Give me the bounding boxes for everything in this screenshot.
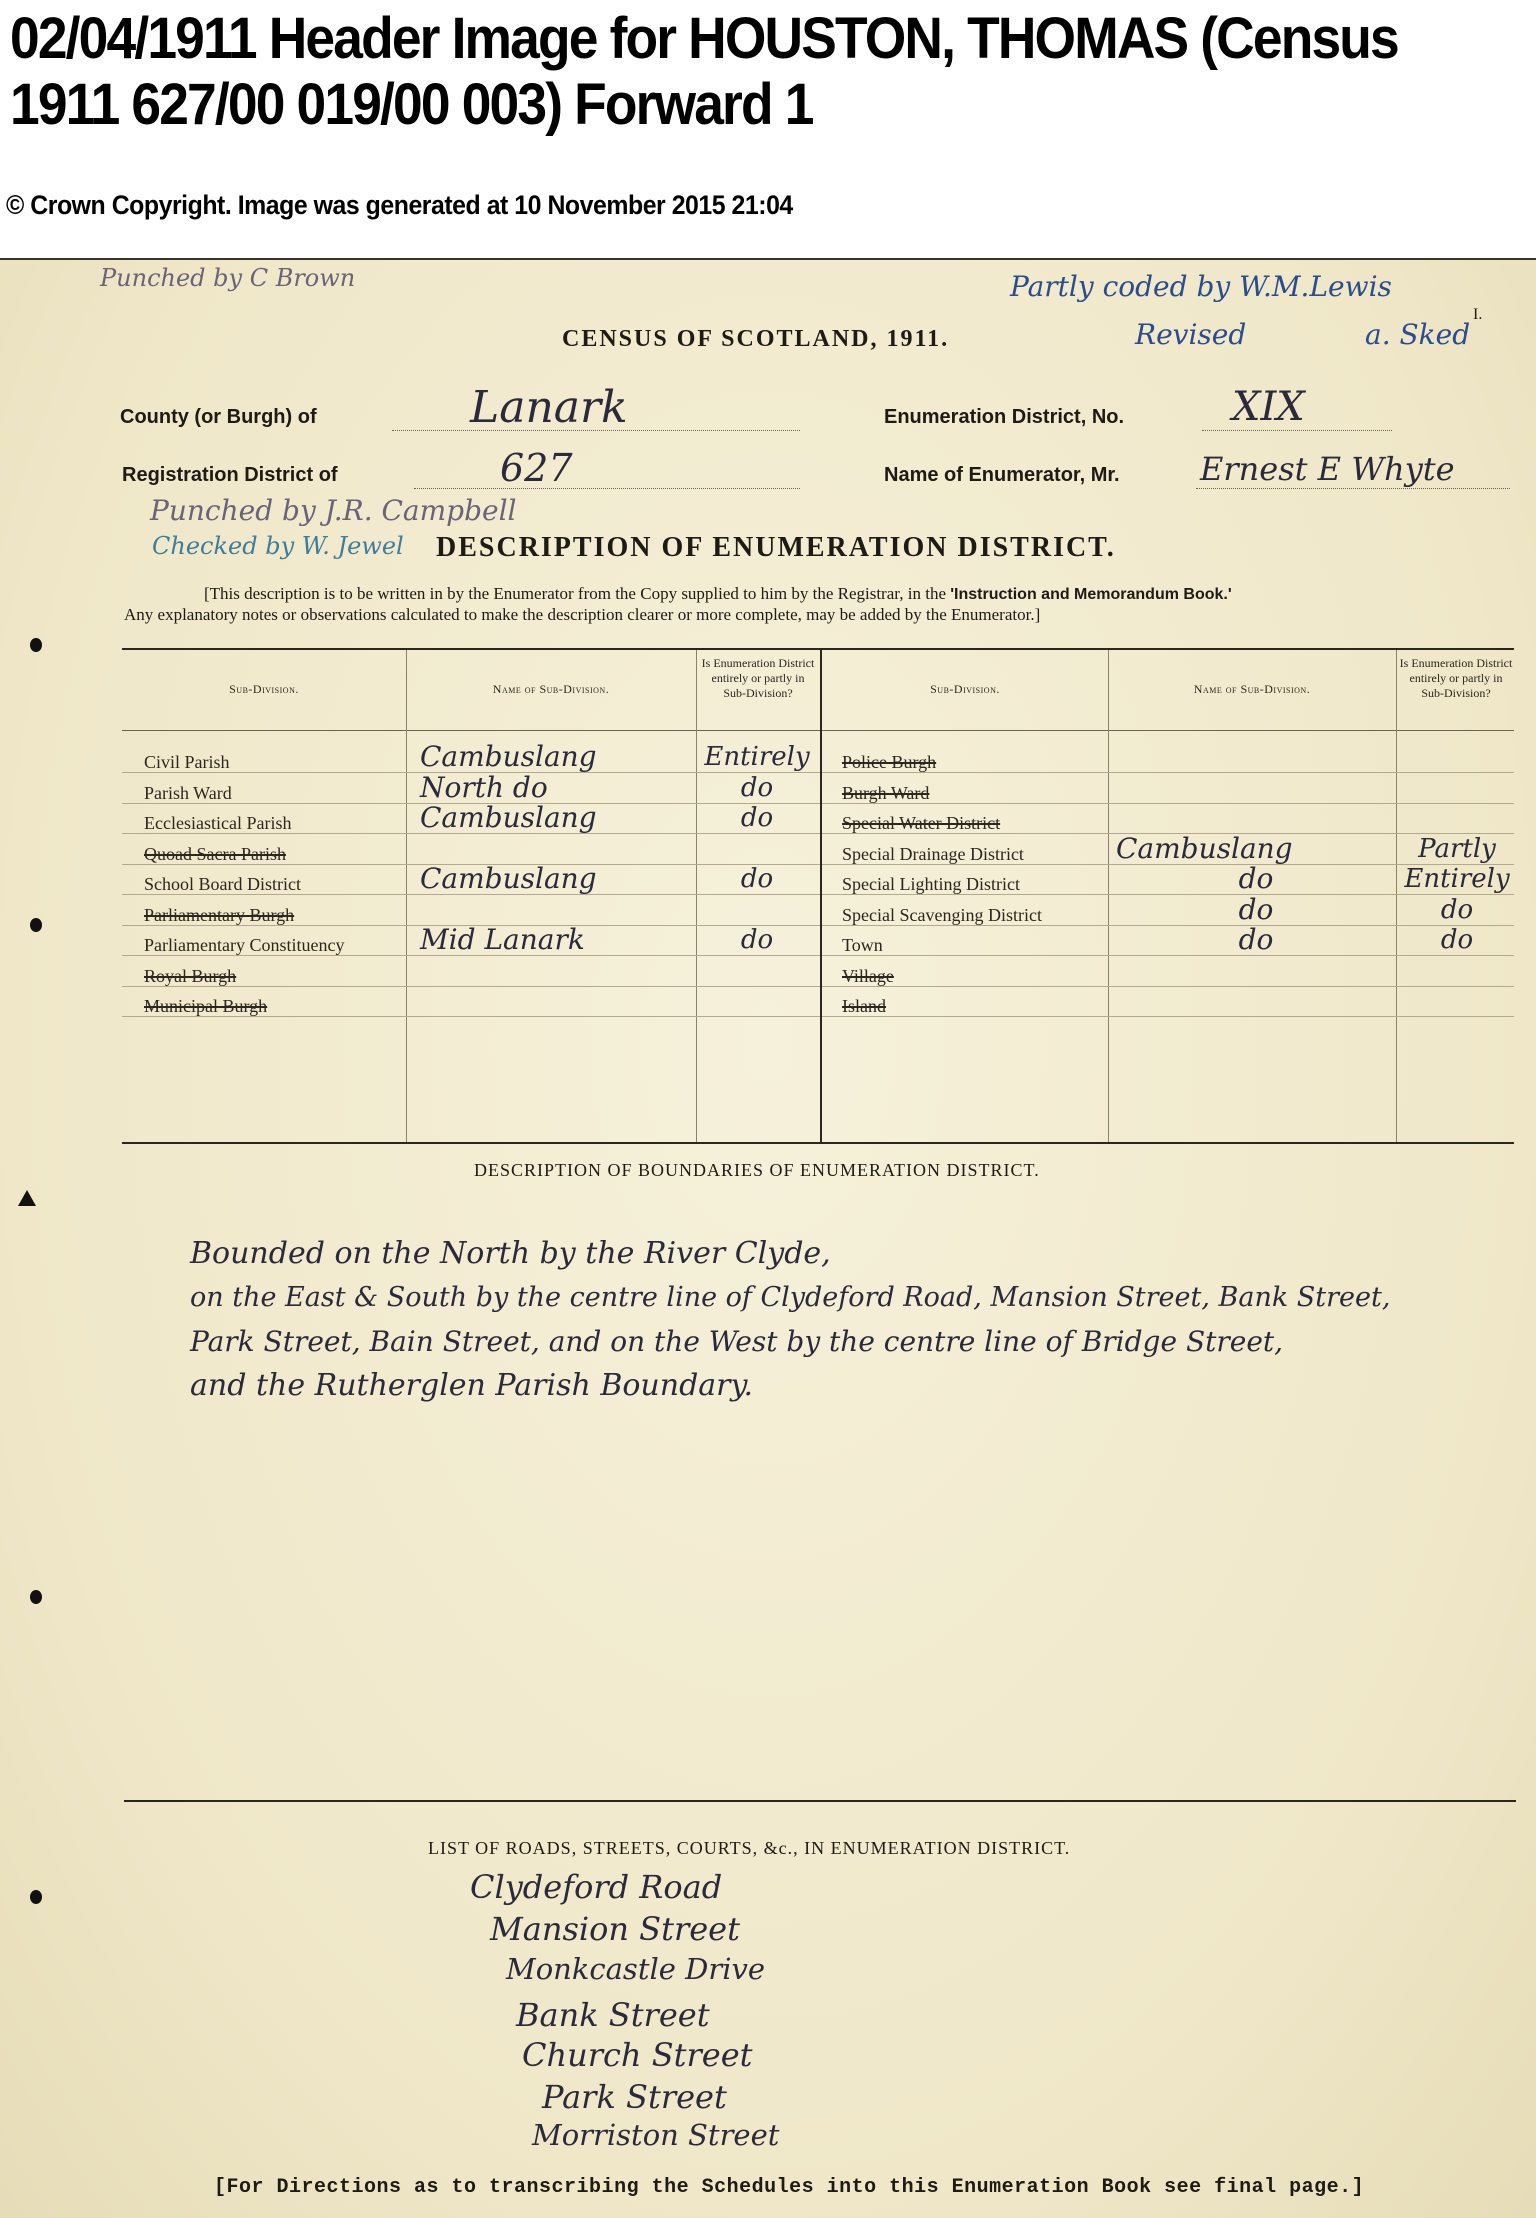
punch-hole bbox=[30, 1590, 42, 1604]
sub-division-name: do bbox=[1238, 862, 1274, 895]
column-divider bbox=[406, 650, 407, 1142]
section-divider bbox=[124, 1800, 1516, 1802]
asked-note: a. Sked bbox=[1365, 318, 1471, 351]
reg-district-label: Registration District of bbox=[122, 464, 338, 486]
sub-division-extent: Entirely bbox=[1404, 864, 1510, 894]
sub-division-name: Mid Lanark bbox=[420, 923, 585, 956]
boundaries-line: Bounded on the North by the River Clyde, bbox=[190, 1236, 831, 1271]
sub-division-extent: do bbox=[740, 772, 774, 803]
column-divider bbox=[820, 650, 822, 1142]
table-bottom-rule bbox=[122, 1142, 1514, 1144]
punch-hole bbox=[30, 918, 42, 932]
header-extent-right: Is Enumeration District entirely or partly in Sub-Division? bbox=[1399, 656, 1513, 700]
enumerator-fill-line bbox=[1196, 488, 1510, 489]
boundaries-description bbox=[190, 1232, 1510, 1408]
street-entry: Church Street bbox=[522, 2036, 753, 2074]
boundaries-line: Park Street, Bain Street, and on the West by the centre line of Bridge Street, bbox=[190, 1325, 1284, 1358]
sub-division-extent: Partly bbox=[1418, 833, 1496, 864]
table-top-rule bbox=[122, 648, 1514, 650]
punch-hole bbox=[30, 1890, 42, 1904]
sub-division-label: School Board District bbox=[144, 874, 301, 894]
page-title: 02/04/1911 Header Image for HOUSTON, THOMAS (Census 1911 627/00 019/00 003) Forward 1 bbox=[10, 6, 1398, 137]
punch-hole bbox=[30, 638, 42, 652]
header-name-right: Name of Sub-Division. bbox=[1193, 682, 1311, 696]
sub-division-extent: do bbox=[740, 803, 774, 833]
sub-division-label: Special Drainage District bbox=[842, 843, 1024, 864]
census-title: CENSUS OF SCOTLAND, 1911. bbox=[562, 326, 950, 352]
sub-division-name: Cambuslang bbox=[420, 862, 597, 895]
instruction-line-1 bbox=[204, 584, 1232, 604]
enumerator-label: Name of Enumerator, Mr. bbox=[884, 464, 1120, 486]
sub-division-extent: do bbox=[1440, 925, 1474, 955]
sub-division-name: Cambuslang bbox=[1116, 831, 1293, 865]
sub-division-label: Municipal Burgh bbox=[144, 996, 268, 1016]
sub-division-label: Quoad Sacra Parish bbox=[144, 843, 286, 864]
sub-division-label: Town bbox=[842, 935, 883, 955]
page-number: I. bbox=[1473, 306, 1483, 323]
sub-division-label: Parish Ward bbox=[144, 782, 232, 803]
reg-district-fill-line bbox=[414, 488, 800, 489]
revised-note: Revised bbox=[1135, 318, 1247, 351]
sub-division-label: Special Water District bbox=[842, 813, 1001, 833]
census-sheet bbox=[0, 258, 1536, 2218]
boundaries-line: and the Rutherglen Parish Boundary. bbox=[190, 1368, 753, 1403]
street-entry: Morriston Street bbox=[532, 2118, 780, 2152]
column-divider bbox=[1396, 650, 1397, 1142]
street-entry: Clydeford Road bbox=[470, 1868, 723, 1906]
boundaries-line: on the East & South by the centre line of Clydeford Road, Mansion Street, Bank Street, bbox=[190, 1282, 1391, 1313]
copyright-notice: © Crown Copyright. Image was generated at 10 November 2015 21:04 bbox=[6, 190, 793, 220]
sub-division-name: Cambuslang bbox=[420, 801, 597, 834]
sub-division-name: do bbox=[1238, 892, 1274, 926]
sub-division-label: Burgh Ward bbox=[842, 782, 930, 803]
sub-division-extent: do bbox=[740, 925, 774, 955]
punched-note: Punched by C Brown bbox=[100, 264, 356, 292]
checked-by-note: Checked by W. Jewel bbox=[152, 532, 404, 560]
row-rule bbox=[822, 986, 1514, 987]
sub-division-label: Royal Burgh bbox=[144, 965, 237, 986]
instruction-text: [This description is to be written in by the Enumerator from the Copy supplied to him by the Registrar, in the bbox=[204, 584, 946, 603]
sub-division-label: Civil Parish bbox=[144, 752, 230, 772]
enumerator-value: Ernest E Whyte bbox=[1200, 450, 1455, 488]
header-name-left: Name of Sub-Division. bbox=[492, 682, 610, 696]
instruction-book: 'Instruction and Memorandum Book.' bbox=[950, 586, 1232, 603]
sub-division-extent: Entirely bbox=[704, 742, 810, 772]
sub-division-label: Village bbox=[842, 965, 894, 986]
boundaries-title: DESCRIPTION OF BOUNDARIES OF ENUMERATION DISTRICT. bbox=[474, 1160, 1040, 1180]
arrow-marker-icon bbox=[18, 1190, 36, 1206]
roads-title: LIST OF ROADS, STREETS, COURTS, &c., IN ENUMERATION DISTRICT. bbox=[428, 1838, 1071, 1858]
sub-division-name: do bbox=[1238, 923, 1274, 956]
punched-by-note: Punched by J.R. Campbell bbox=[150, 494, 517, 527]
sub-division-label: Special Scavenging District bbox=[842, 904, 1042, 925]
table-header-rule bbox=[122, 730, 1514, 731]
reg-district-value: 627 bbox=[500, 446, 573, 490]
enum-district-fill-line bbox=[1202, 430, 1392, 431]
enum-district-label: Enumeration District, No. bbox=[884, 406, 1125, 428]
sub-division-name: North do bbox=[420, 770, 548, 804]
header-sub-division-left: Sub-Division. bbox=[229, 682, 299, 696]
sub-division-extent: do bbox=[740, 864, 774, 894]
header-extent-left: Is Enumeration District entirely or partly in Sub-Division? bbox=[701, 656, 815, 700]
sub-division-name: Cambuslang bbox=[420, 740, 597, 773]
street-entry: Monkcastle Drive bbox=[506, 1952, 766, 1986]
footer-directions: [For Directions as to transcribing the Schedules into this Enumeration Book see final page.] bbox=[214, 2176, 1365, 2199]
sub-division-label: Island bbox=[842, 996, 886, 1016]
instruction-line-2: Any explanatory notes or observations calculated to make the description clearer or more complete, may be added by the Enumerator.] bbox=[124, 605, 1041, 624]
sub-division-extent: do bbox=[1440, 894, 1474, 925]
county-label: County (or Burgh) of bbox=[120, 406, 317, 428]
column-divider bbox=[1108, 650, 1109, 1142]
street-entry: Mansion Street bbox=[490, 1910, 740, 1948]
sub-division-label: Special Lighting District bbox=[842, 874, 1020, 894]
county-value: Lanark bbox=[470, 382, 628, 433]
partly-coded-note: Partly coded by W.M.Lewis bbox=[1010, 270, 1392, 303]
sub-division-label: Police Burgh bbox=[842, 752, 937, 772]
street-entry: Park Street bbox=[542, 2078, 727, 2116]
sub-division-label: Ecclesiastical Parish bbox=[144, 813, 292, 833]
row-rule bbox=[822, 1016, 1514, 1017]
header-sub-division-right: Sub-Division. bbox=[930, 682, 1000, 696]
column-divider bbox=[696, 650, 697, 1142]
description-title: DESCRIPTION OF ENUMERATION DISTRICT. bbox=[436, 532, 1116, 563]
street-entry: Bank Street bbox=[516, 1996, 710, 2034]
enum-district-value: XIX bbox=[1232, 384, 1305, 430]
sub-division-label: Parliamentary Constituency bbox=[144, 935, 345, 955]
sub-division-label: Parliamentary Burgh bbox=[144, 904, 295, 925]
